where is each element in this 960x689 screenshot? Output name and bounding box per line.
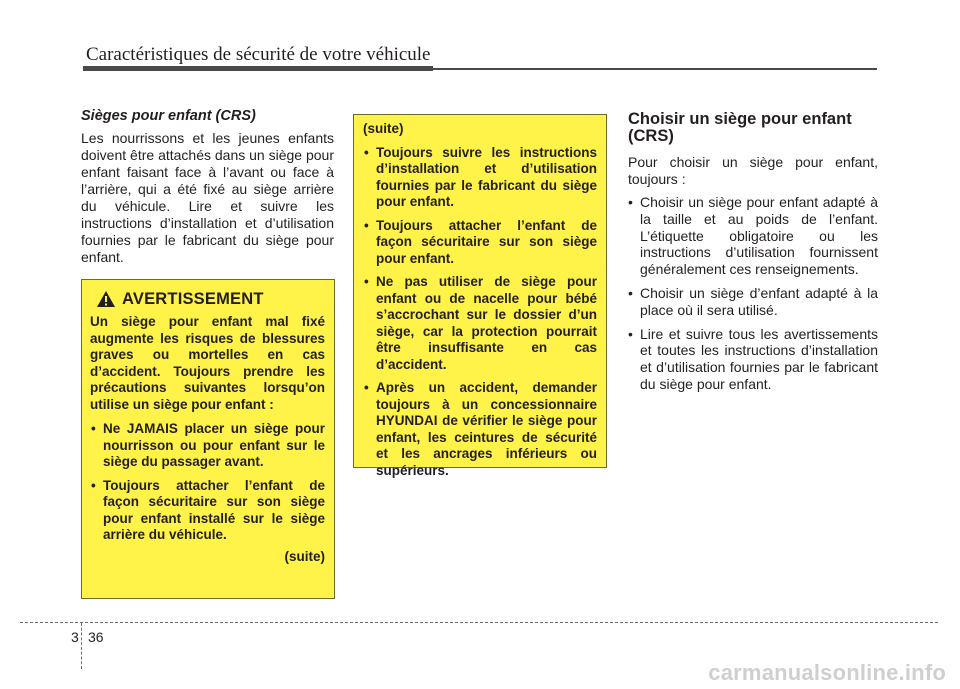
list-item-text: Choisir un siège pour enfant adapté à la taille et au poids de l’enfant. L’étiquette obligatoire ou les instructions d’utilisation fournissent généralement ces renseignements. bbox=[640, 194, 878, 278]
warning-title-row bbox=[96, 290, 325, 308]
bullet: • bbox=[91, 421, 96, 436]
column-right bbox=[628, 111, 878, 400]
list-item bbox=[363, 145, 597, 211]
warning-box-2 bbox=[353, 114, 607, 478]
intro-paragraph: Les nourrissons et les jeunes enfants doivent être attachés dans un siège pour enfant faisant face à l’avant ou face à l’arrière, qui a été fixé au siège arrière du véhicule. Lire et suivre les instructions d’installation et d’utilisation fournies par le fabricant du siège pour enfant. bbox=[81, 130, 334, 265]
list-item bbox=[628, 285, 878, 319]
warning-list-2 bbox=[363, 145, 597, 480]
choose-intro: Pour choisir un siège pour enfant, toujours : bbox=[628, 154, 878, 187]
list-item-text: Ne pas utiliser de siège pour enfant ou de nacelle pour bébé s’accrochant sur le dossier d’un siège, car la protection pourrait être insuffisante en cas d’accident. bbox=[376, 274, 597, 372]
column-left bbox=[81, 108, 334, 266]
continued-label: (suite) bbox=[284, 548, 325, 564]
list-item-text: Lire et suivre tous les avertissements et toutes les instructions d’installation et d’utilisation fournies par le fabricant du siège pour enfant. bbox=[640, 325, 878, 392]
list-item bbox=[628, 194, 878, 278]
list-item bbox=[363, 218, 597, 268]
bullet: • bbox=[364, 217, 369, 233]
list-item-text: Toujours suivre les instructions d’installation et d’utilisation fournies par le fabricant du siège pour enfant. bbox=[376, 144, 597, 209]
bullet: • bbox=[628, 325, 633, 342]
section-heading-choose: Choisir un siège pour enfant (CRS) bbox=[628, 110, 852, 145]
chapter-number: 3 bbox=[71, 629, 79, 645]
continued-label: (suite) bbox=[363, 121, 404, 136]
header-rule-thin bbox=[433, 68, 877, 70]
footer-divider bbox=[81, 623, 82, 669]
list-item-text: Toujours attacher l’enfant de façon sécuritaire sur son siège pour enfant. bbox=[376, 217, 597, 266]
bullet: • bbox=[364, 274, 369, 289]
bullet: • bbox=[628, 194, 633, 210]
section-heading-crs: Sièges pour enfant (CRS) bbox=[81, 108, 256, 124]
watermark[interactable]: carmanualsonline.info bbox=[708, 660, 946, 685]
bullet: • bbox=[364, 144, 369, 160]
list-item bbox=[90, 421, 325, 471]
choose-list bbox=[628, 194, 878, 393]
bullet: • bbox=[364, 380, 369, 395]
list-item bbox=[90, 478, 325, 544]
warning-list-1 bbox=[90, 421, 325, 544]
list-item bbox=[628, 326, 878, 393]
list-item-text: Toujours attacher l’enfant de façon sécuritaire sur son siège pour enfant installé sur le siège arrière du véhicule. bbox=[103, 477, 325, 542]
list-item-text: Choisir un siège d’enfant adapté à la place où il sera utilisé. bbox=[640, 284, 878, 318]
list-item bbox=[363, 274, 597, 373]
warning-box-1 bbox=[81, 279, 335, 599]
bullet: • bbox=[91, 477, 96, 493]
footer-rule bbox=[20, 622, 938, 623]
list-item bbox=[363, 380, 597, 479]
warning-triangle-icon bbox=[96, 290, 116, 308]
warning-title: AVERTISSEMENT bbox=[122, 289, 264, 308]
warning-intro: Un siège pour enfant mal fixé augmente les risques de blessures graves ou mortelles en cas d’accident. Toujours prendre les précautions suivantes lorsqu’on utilise un siège pour enfant : bbox=[90, 314, 325, 412]
page-header-title: Caractéristiques de sécurité de votre véhicule bbox=[86, 44, 431, 65]
list-item-text: Après un accident, demander toujours à un concessionnaire HYUNDAI de vérifier le siège pour enfant, les ceintures de sécurité et les ancrages inférieurs ou supérieurs. bbox=[376, 380, 597, 478]
list-item-text: Ne JAMAIS placer un siège pour nourrisson ou pour enfant sur le siège du passager avant. bbox=[103, 421, 325, 469]
bullet: • bbox=[628, 284, 633, 301]
page-number: 36 bbox=[88, 629, 104, 645]
header-rule-thick bbox=[83, 66, 433, 71]
